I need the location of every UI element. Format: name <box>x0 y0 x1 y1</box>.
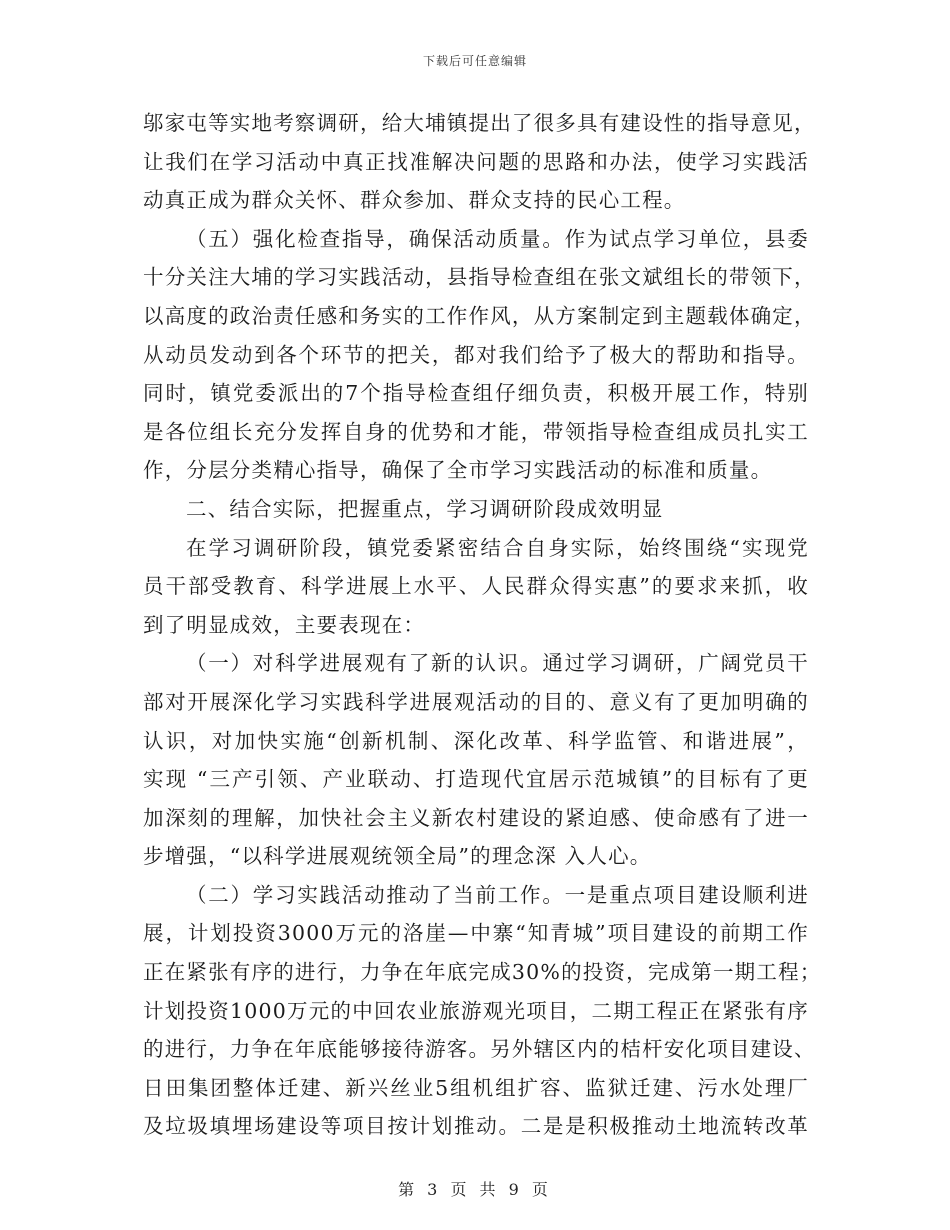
text-line: 计划投资1000万元的中回农业旅游观光项目，二期工程正在紧张有序 <box>143 998 809 1023</box>
text-line: 邬家屯等实地考察调研，给大埔镇提出了很多具有建设性的指导意见， <box>143 111 816 135</box>
text-line: （一）对科学进展观有了新的认识。通过学习调研，广阔党员干 <box>186 651 809 676</box>
text-line: 正在紧张有序的进行，力争在年底完成30%的投资，完成第一期工程； <box>143 960 822 985</box>
text-line: 同时，镇党委派出的7个指导检查组仔细负责，积极开展工作，特别 <box>143 381 809 406</box>
text-line: 到了明显成效，主要表现在： <box>143 612 426 637</box>
text-line: 让我们在学习活动中真正找准解决问题的思路和办法，使学习实践活 <box>143 149 809 174</box>
header-note: 下载后可任意编辑 <box>422 54 527 68</box>
page-footer: 第 3 页 共 9 页 <box>398 1180 552 1199</box>
text-line: 步增强，“以科学进展观统领全局”的理念深 入人心。 <box>143 844 652 869</box>
text-line: （五）强化检查指导，确保活动质量。作为试点学习单位，县委 <box>186 226 809 251</box>
document-body <box>143 104 822 1146</box>
text-line: 是各位组长充分发挥自身的优势和才能，带领指导检查组成员扎实工 <box>143 419 809 444</box>
text-line: （二）学习实践活动推动了当前工作。一是重点项目建设顺利进 <box>186 882 809 907</box>
text-line: 作，分层分类精心指导，确保了全市学习实践活动的标准和质量。 <box>143 458 773 483</box>
text-line: 从动员发动到各个环节的把关，都对我们给予了极大的帮助和指导。 <box>143 342 809 367</box>
text-line: 部对开展深化学习实践科学进展观活动的目的、意义有了更加明确的 <box>143 689 809 714</box>
text-line: 二、结合实际，把握重点，学习调研阶段成效明显 <box>186 496 664 521</box>
text-line: 十分关注大埔的学习实践活动，县指导检查组在张文斌组长的带领下， <box>143 265 816 290</box>
text-line: 员干部受教育、科学进展上水平、人民群众得实惠”的要求来抓，收 <box>143 574 809 599</box>
text-line: 及垃圾填埋场建设等项目按计划推动。二是是积极推动土地流转改革 <box>143 1114 809 1139</box>
text-line: 实现 “三产引领、产业联动、打造现代宜居示范城镇”的目标有了更 <box>143 767 809 792</box>
text-line: 的进行，力争在年底能够接待游客。另外辖区内的桔杆安化项目建设、 <box>143 1037 816 1062</box>
text-line: 展，计划投资3000万元的洛崖—中寨“知青城”项目建设的前期工作 <box>143 921 809 946</box>
text-line: 动真正成为群众关怀、群众参加、群众支持的民心工程。 <box>143 188 686 213</box>
text-line: 日田集团整体迁建、新兴丝业5组机组扩容、监狱迁建、污水处理厂 <box>143 1075 809 1100</box>
text-line: 以高度的政治责任感和务实的工作作风，从方案制定到主题载体确定， <box>143 303 816 328</box>
text-line: 加深刻的理解，加快社会主义新农村建设的紧迫感、使命感有了进一 <box>143 805 809 830</box>
text-line: 认识，对加快实施“创新机制、深化改革、科学监管、和谐进展”， <box>143 728 809 753</box>
text-line: 在学习调研阶段，镇党委紧密结合自身实际，始终围绕“实现党 <box>186 535 809 560</box>
